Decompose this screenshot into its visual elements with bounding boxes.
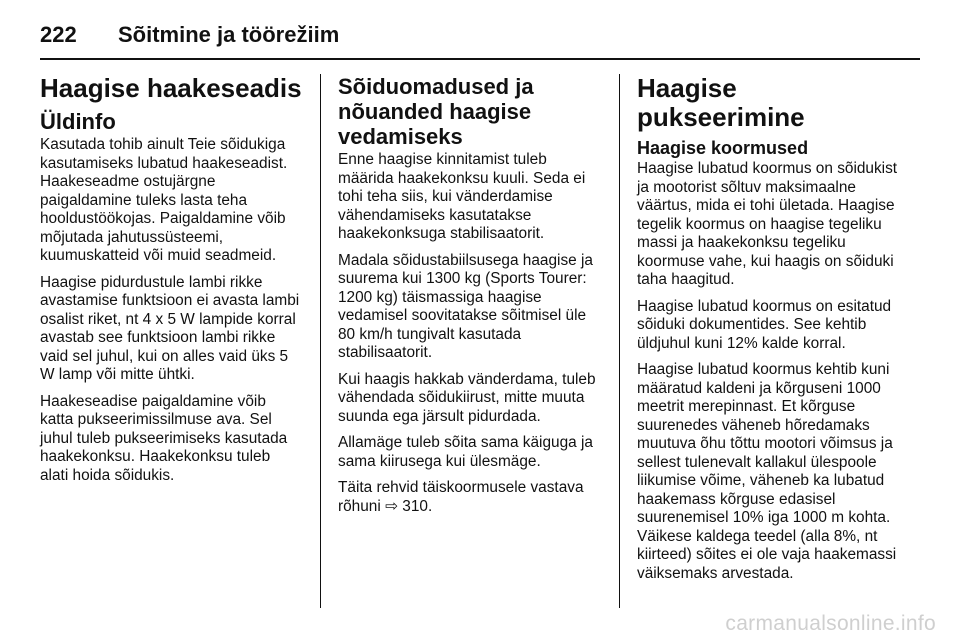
section-subheading: Haagise koormused bbox=[637, 138, 809, 158]
section-heading: Haagise haakeseadis bbox=[40, 73, 302, 103]
paragraph: Haagise pidurdustule lambi rikke avastamise funktsioon ei avasta lambi osalist riket, nt 4 x 5 W lampide korral avastab see funktsioon lambi rikke vaid sel juhul, kui on alles vaid üks 5 W lamp või mitte ühtki. bbox=[40, 273, 300, 383]
paragraph: Enne haagise kinnitamist tuleb määrida haakekonksu kuuli. Seda ei tohi teha siis, kui vänderdamise vähendamiseks kasutatakse haakekonksuga stabilisaatorit. bbox=[338, 151, 586, 242]
paragraph: Haagise lubatud koormus on sõidukist ja mootorist sõltuv maksimaalne väärtus, mida ei tohi ületada. Haagise tegelik koormus on haagise tegeliku massi ja haakekonksu tegeliku koormuse vahe, kui haagis on sõiduki taha haagitud. bbox=[637, 160, 898, 288]
column-2 bbox=[338, 74, 600, 524]
paragraph: Haagise lubatud koormus kehtib kuni määratud kaldeni ja kõrguseni 1000 meetrit merepinnast. Et kõrguse suurenedes väheneb hõredamaks muutuva õhu tõttu mootori võimsus ja sellest tulenevalt kallakul ülespoole liikumise võime, väheneb ka lubatud haakemass kõrguse edasisel suurenemisel 10% iga 1000 m kohta. Väikese kaldega teedel (alla 8%, nt kiirteed) sõites ei ole vaja haakemassi väiksemaks arvestada. bbox=[637, 361, 897, 582]
watermark: carmanualsonline.info bbox=[725, 612, 936, 635]
section-heading: Haagise pukseerimine bbox=[637, 73, 805, 132]
paragraph: Allamäge tuleb sõita sama käiguga ja sama kiirusega kui ülesmäge. bbox=[338, 434, 593, 470]
paragraph: Madala sõidustabiilsusega haagise ja suurema kui 1300 kg (Sports Tourer: 1200 kg) täismassiga haagise vedamisel soovitatakse sõitmisel üle 80 km/h tungivalt kasutada stabilisaatorit. bbox=[338, 251, 593, 361]
page-reference-link[interactable]: 310. bbox=[402, 497, 433, 515]
section-subheading: Üldinfo bbox=[40, 109, 116, 134]
column-divider bbox=[619, 74, 620, 608]
paragraph: Haakeseadise paigaldamine võib katta pukseerimissilmuse ava. Sel juhul tuleb pukseerimiseks kasutada haakekonksu. Haakekonksu tuleb alati hoida sõidukis. bbox=[40, 392, 288, 484]
section-heading: Sõiduomadused ja nõuanded haagise vedamiseks bbox=[338, 74, 534, 149]
paragraph: Kui haagis hakkab vänderdama, tuleb vähendada sõidukiirust, mitte muuta suunda ega järsult pidurdada. bbox=[338, 370, 596, 425]
header-rule bbox=[40, 58, 920, 60]
paragraph: Kasutada tohib ainult Teie sõidukiga kasutamiseks lubatud haakeseadist. Haakeseadme ostujärgne paigaldamine tuleks lasta teha hooldustöökojas. Paigaldamine võib mõjutada jahutussüsteemi, kuumuskatteid või muid seadmeid. bbox=[40, 136, 288, 264]
paragraph-text: Täita rehvid täiskoormusele vastava rõhuni bbox=[338, 479, 584, 515]
paragraph: Haagise lubatud koormus on esitatud sõiduki dokumentides. See kehtib üldjuhul kuni 12% kalde korral. bbox=[637, 297, 892, 352]
column-divider bbox=[320, 74, 321, 608]
page-reference-icon: ⇨ bbox=[385, 497, 398, 515]
column-1 bbox=[40, 74, 302, 493]
column-3 bbox=[637, 74, 899, 591]
paragraph bbox=[338, 479, 600, 516]
page-header bbox=[40, 18, 920, 58]
page-number: 222 bbox=[40, 22, 77, 47]
running-title: Sõitmine ja töörežiim bbox=[118, 22, 340, 47]
